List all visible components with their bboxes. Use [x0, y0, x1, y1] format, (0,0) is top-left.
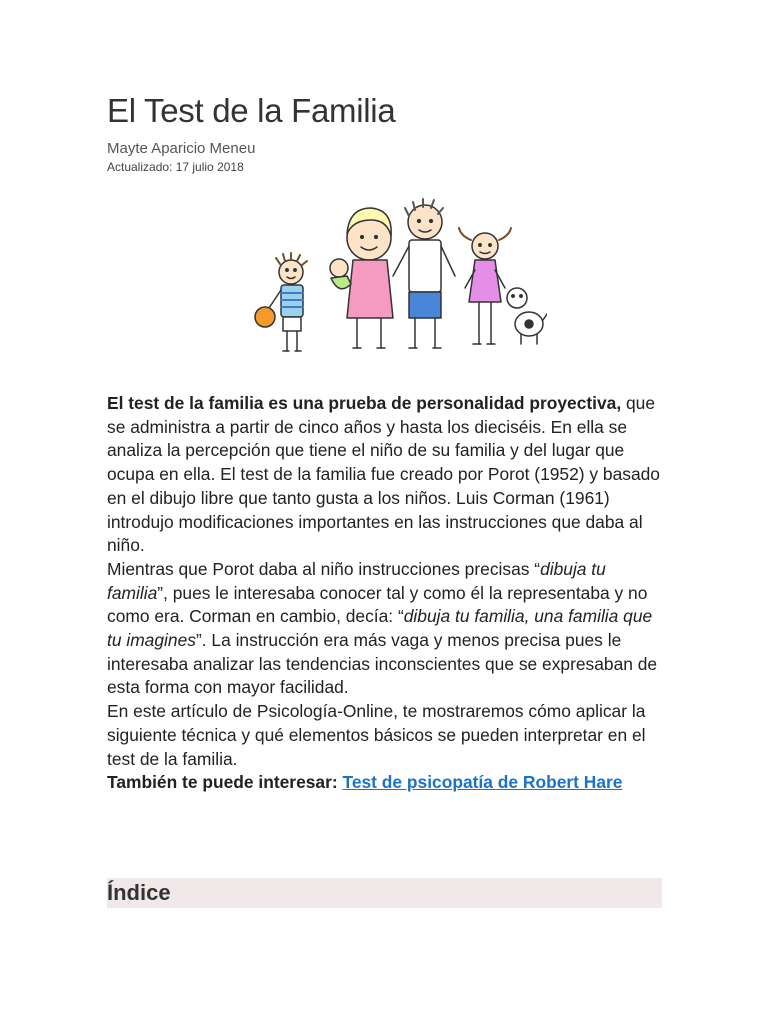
index-section[interactable]	[107, 878, 662, 908]
dog-figure	[507, 288, 547, 344]
p2-text-c: ”. La instrucción era más vaga y menos precisa pues le interesaba analizar las tendencias inconscientes que se expresaban de esta forma con mayor facilidad.	[107, 630, 658, 698]
paragraph-3: En este artículo de Psicología-Online, te mostraremos cómo aplicar la siguiente técnica y qué elementos básicos se pueden interpretar en el test de la familia.	[107, 701, 646, 769]
p2-text-a: Mientras que Porot daba al niño instrucciones precisas “	[107, 558, 541, 579]
boy-figure	[255, 253, 307, 351]
quote-2: dibuja tu familia, una familia que tu imagines	[107, 606, 653, 651]
updated-date: Actualizado: 17 julio 2018	[107, 160, 244, 174]
intro-bold: El test de la familia es una prueba de personalidad proyectiva,	[107, 393, 622, 413]
author-name[interactable]: Mayte Aparicio Meneu	[107, 140, 256, 157]
intro-text: que se administra a partir de cinco años y hasta los dieciséis. En ella se analiza la percepción que tiene el niño de su familia y del lugar que ocupa en ella. El test de la familia fue creado por Porot (1952) y basado en el dibujo libre que tanto gusta a los niños. Luis Corman (1961) introdujo modificaciones importantes en las instrucciones que daba al niño.	[107, 393, 660, 556]
article-title: El Test de la Familia	[107, 92, 396, 129]
related-line	[107, 771, 663, 795]
paragraph-2	[107, 558, 663, 700]
girl-figure	[459, 228, 511, 344]
related-article-link[interactable]: Test de psicopatía de Robert Hare	[342, 772, 623, 793]
mother-figure	[330, 208, 393, 348]
p2-text-b: ”, pues le interesaba conocer tal y como él la representaba y no como era. Corman en cambio, decía: “	[107, 582, 648, 627]
father-figure	[393, 199, 455, 348]
article-body	[107, 392, 663, 795]
family-drawing-illustration	[247, 190, 547, 372]
index-heading: Índice	[107, 880, 171, 905]
quote-1: dibuja tu familia	[107, 558, 606, 603]
related-label: También te puede interesar:	[107, 772, 338, 793]
intro-paragraph	[107, 392, 663, 558]
